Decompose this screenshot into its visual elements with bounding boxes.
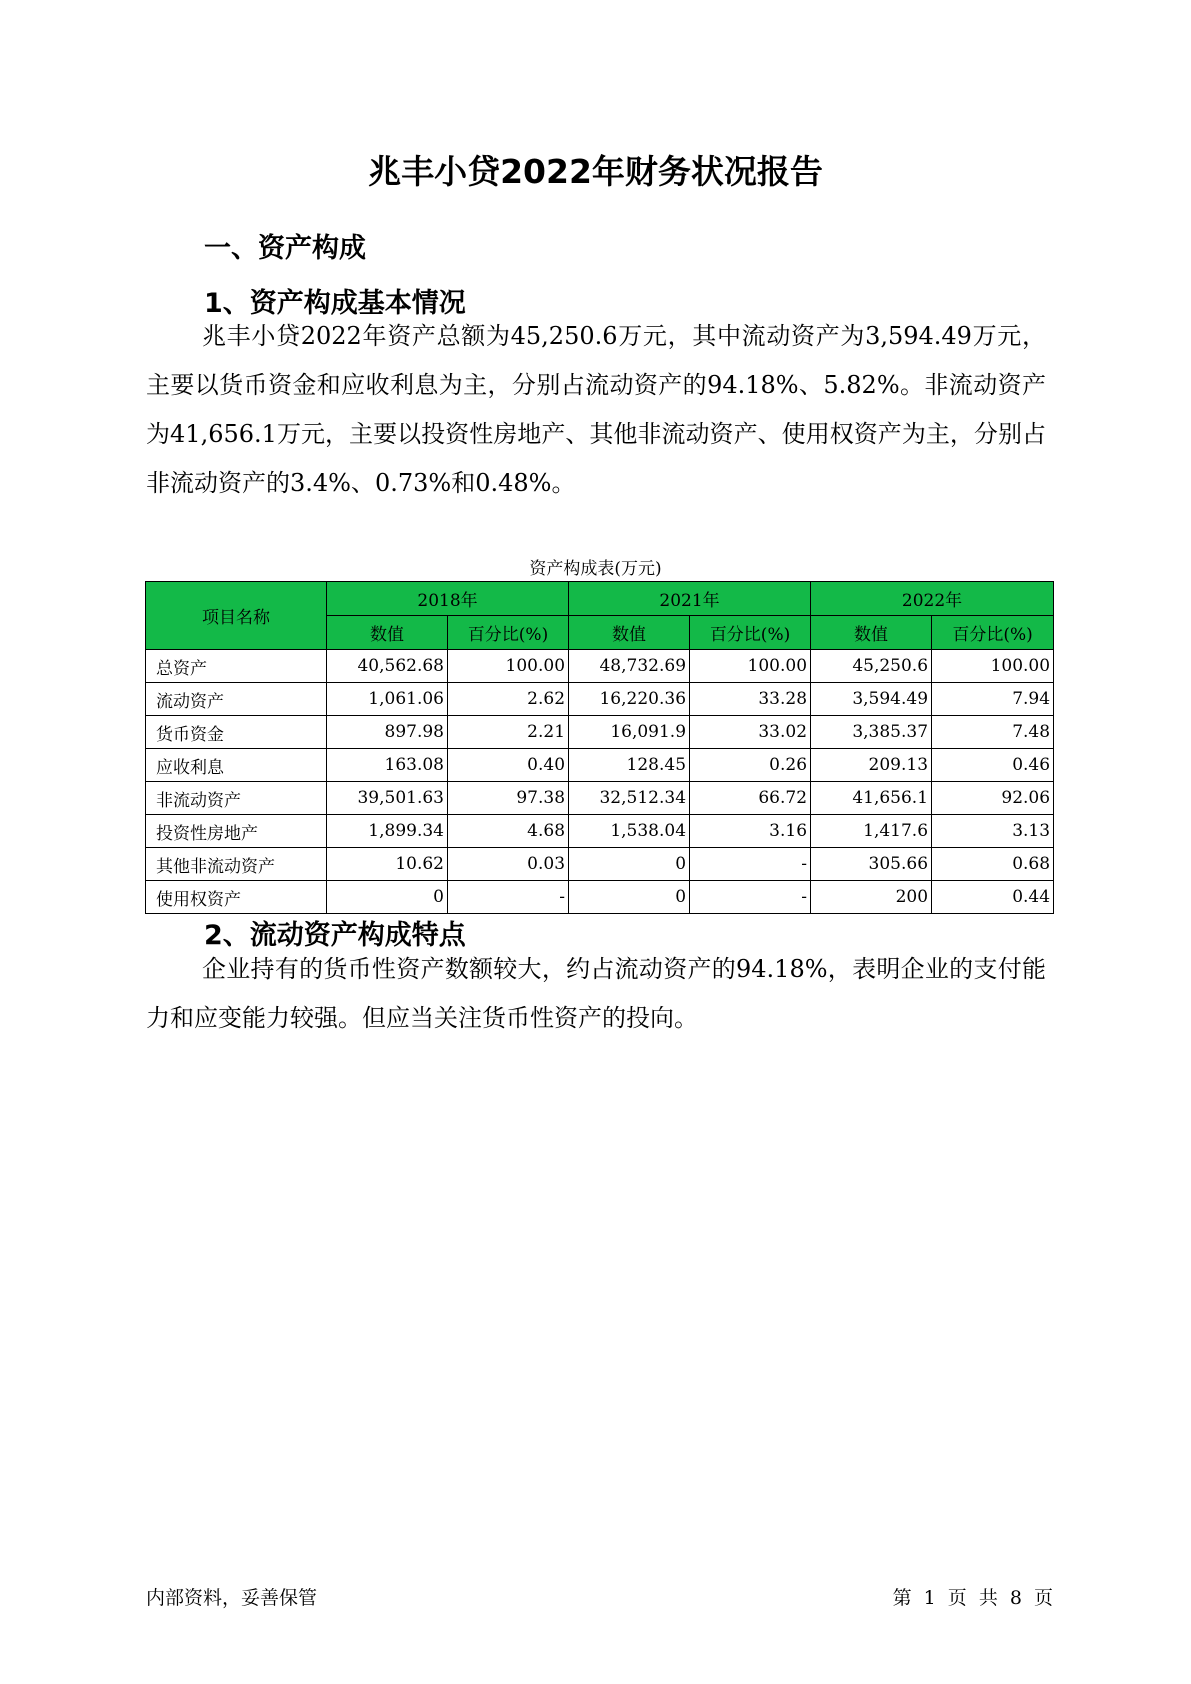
row-item-name: 应收利息 [146, 749, 327, 782]
cell-percent: 2.62 [448, 683, 569, 716]
table-row [146, 749, 1054, 782]
cell-percent: 0.68 [932, 848, 1054, 881]
table-caption: 资产构成表(万元) [529, 559, 662, 579]
row-item-name: 投资性房地产 [146, 815, 327, 848]
cell-percent: 33.28 [690, 683, 811, 716]
cell-value: 16,220.36 [569, 683, 690, 716]
section-heading-asset-composition: 一、资产构成 [204, 233, 366, 264]
header-year-2021: 2021年 [569, 582, 811, 616]
footer-page-number: 第 1 页 共 8 页 [892, 1587, 1053, 1609]
cell-percent: 0.46 [932, 749, 1054, 782]
cell-percent: 92.06 [932, 782, 1054, 815]
paragraph-current-assets: 企业持有的货币性资产数额较大，约占流动资产的94.18%，表明企业的支付能力和应变能力较强。但应当关注货币性资产的投向。 [146, 955, 1046, 1032]
cell-percent: 100.00 [690, 650, 811, 683]
table-row [146, 848, 1054, 881]
table-row [146, 881, 1054, 914]
cell-value: 0 [569, 848, 690, 881]
cell-value: 209.13 [811, 749, 932, 782]
footer-confidential-note: 内部资料，妥善保管 [146, 1587, 318, 1609]
cell-value: 16,091.9 [569, 716, 690, 749]
header-percent: 百分比(%) [932, 616, 1054, 650]
table-row [146, 650, 1054, 683]
cell-value: 40,562.68 [327, 650, 448, 683]
cell-value: 1,061.06 [327, 683, 448, 716]
cell-percent: 0.26 [690, 749, 811, 782]
cell-percent: 33.02 [690, 716, 811, 749]
table-row [146, 815, 1054, 848]
cell-value: 163.08 [327, 749, 448, 782]
subsection-heading-basic-situation: 1、资产构成基本情况 [204, 288, 466, 319]
cell-value: 39,501.63 [327, 782, 448, 815]
table-row [146, 716, 1054, 749]
header-value: 数值 [811, 616, 932, 650]
row-item-name: 货币资金 [146, 716, 327, 749]
table-row [146, 782, 1054, 815]
row-item-name: 非流动资产 [146, 782, 327, 815]
cell-percent: 7.48 [932, 716, 1054, 749]
cell-value: 32,512.34 [569, 782, 690, 815]
header-year-2022: 2022年 [811, 582, 1054, 616]
cell-percent: 0.40 [448, 749, 569, 782]
cell-value: 200 [811, 881, 932, 914]
cell-value: 1,538.04 [569, 815, 690, 848]
row-item-name: 使用权资产 [146, 881, 327, 914]
cell-value: 305.66 [811, 848, 932, 881]
cell-percent: 2.21 [448, 716, 569, 749]
cell-value: 128.45 [569, 749, 690, 782]
table-body [146, 650, 1054, 914]
header-year-2018: 2018年 [327, 582, 569, 616]
cell-percent: 66.72 [690, 782, 811, 815]
asset-composition-table [145, 581, 1054, 914]
cell-value: 897.98 [327, 716, 448, 749]
cell-percent: 3.16 [690, 815, 811, 848]
cell-percent: - [690, 881, 811, 914]
header-item-name: 项目名称 [146, 582, 327, 650]
header-percent: 百分比(%) [448, 616, 569, 650]
row-item-name: 流动资产 [146, 683, 327, 716]
cell-percent: 7.94 [932, 683, 1054, 716]
cell-value: 48,732.69 [569, 650, 690, 683]
cell-value: 3,385.37 [811, 716, 932, 749]
cell-value: 0 [569, 881, 690, 914]
paragraph-asset-summary: 兆丰小贷2022年资产总额为45,250.6万元，其中流动资产为3,594.49万元，主要以货币资金和应收利息为主，分别占流动资产的94.18%、5.82%。非流动资产为41,656.1万元，主要以投资性房地产、其他非流动资产、使用权资产为主，分别占非流动资产的3.4%、0.73%和0.48%。 [146, 322, 1046, 497]
cell-percent: - [690, 848, 811, 881]
cell-value: 1,899.34 [327, 815, 448, 848]
header-value: 数值 [327, 616, 448, 650]
row-item-name: 总资产 [146, 650, 327, 683]
cell-percent: 4.68 [448, 815, 569, 848]
subsection-heading-current-assets: 2、流动资产构成特点 [204, 920, 466, 951]
cell-percent: 0.03 [448, 848, 569, 881]
cell-value: 0 [327, 881, 448, 914]
header-percent: 百分比(%) [690, 616, 811, 650]
cell-percent: 100.00 [932, 650, 1054, 683]
cell-percent: 100.00 [448, 650, 569, 683]
cell-value: 41,656.1 [811, 782, 932, 815]
table-header-row-years [146, 582, 1054, 616]
cell-value: 3,594.49 [811, 683, 932, 716]
table-row [146, 683, 1054, 716]
cell-percent: 0.44 [932, 881, 1054, 914]
cell-value: 10.62 [327, 848, 448, 881]
cell-percent: - [448, 881, 569, 914]
page-title: 兆丰小贷2022年财务状况报告 [368, 152, 823, 191]
cell-value: 45,250.6 [811, 650, 932, 683]
header-value: 数值 [569, 616, 690, 650]
cell-value: 1,417.6 [811, 815, 932, 848]
cell-percent: 3.13 [932, 815, 1054, 848]
row-item-name: 其他非流动资产 [146, 848, 327, 881]
cell-percent: 97.38 [448, 782, 569, 815]
